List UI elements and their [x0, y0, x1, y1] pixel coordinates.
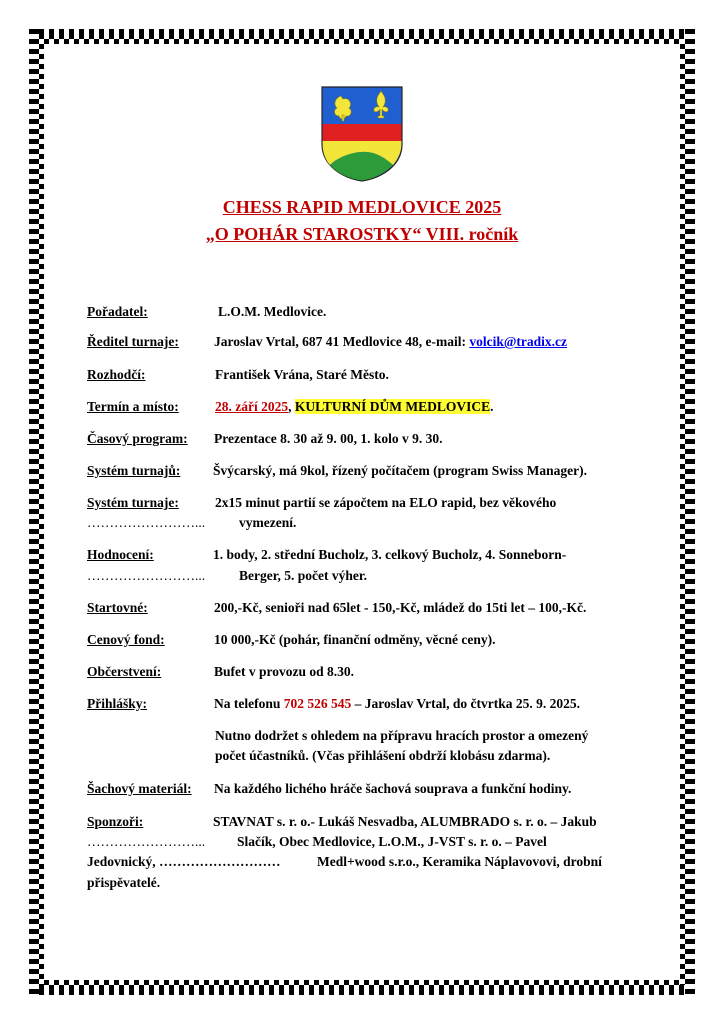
sachovy-value: Na každého lichého hráče šachová souprava a funkční hodiny. — [214, 781, 572, 796]
border-right-inner — [680, 39, 685, 985]
termin-place: KULTURNÍ DŮM MEDLOVICE — [294, 399, 491, 414]
termin-value — [215, 396, 494, 417]
phone-number: 702 526 545 — [283, 696, 352, 711]
border-right — [685, 29, 695, 995]
sponzori-line2: Slačík, Obec Medlovice, L.O.M., J-VST s. r. o. – Pavel — [237, 834, 547, 849]
system2-value: 2x15 minut partií se zápočtem na ELO rapid, bez věkového — [215, 495, 557, 510]
email-link[interactable]: volcik@tradix.cz — [469, 334, 567, 349]
border-top — [29, 29, 695, 39]
prihlasky-prefix: Na telefonu — [214, 696, 284, 711]
page-subtitle: „O POHÁR STAROSTKY“ VIII. ročník — [205, 224, 519, 244]
cenovy-value: 10 000,-Kč (pohár, finanční odměny, věcné ceny). — [214, 632, 496, 647]
border-top-inner — [39, 39, 685, 44]
system1-label: Systém turnajů: — [87, 463, 181, 478]
sponzori-dots: ……………………... — [87, 834, 206, 849]
sponzori-line1: STAVNAT s. r. o.- Lukáš Nesvadba, ALUMBRADO s. r. o. – Jakub — [213, 814, 597, 829]
hodnoceni-label: Hodnocení: — [87, 547, 154, 562]
casovy-value: Prezentace 8. 30 až 9. 00, 1. kolo v 9. 30. — [214, 431, 443, 446]
prihlasky-suffix: – Jaroslav Vrtal, do čtvrtka 25. 9. 2025. — [351, 696, 580, 711]
system2-dots: ……………………... — [87, 515, 206, 530]
cenovy-label: Cenový fond: — [87, 632, 165, 647]
page-title: CHESS RAPID MEDLOVICE 2025 — [222, 197, 502, 217]
sponzori-label: Sponzoři: — [87, 814, 144, 829]
coat-of-arms-icon — [321, 86, 403, 182]
prihlasky-label: Přihlášky: — [87, 696, 148, 711]
system2-value2: vymezení. — [239, 515, 297, 530]
reditel-text: Jaroslav Vrtal, 687 41 Medlovice 48, e-mail: — [214, 334, 470, 349]
hodnoceni-value: 1. body, 2. střední Bucholz, 3. celkový Bucholz, 4. Sonneborn- — [213, 547, 567, 562]
border-left — [29, 29, 39, 995]
casovy-label: Časový program: — [87, 431, 188, 446]
poradatel-value: L.O.M. Medlovice. — [218, 304, 327, 319]
sponzori-line4: přispěvatelé. — [87, 875, 161, 890]
prihlasky-note1: Nutno dodržet s ohledem na přípravu hracích prostor a omezený — [215, 728, 589, 743]
system1-value: Švýcarský, má 9kol, řízený počítačem (program Swiss Manager). — [213, 463, 587, 478]
termin-date: 28. září 2025 — [215, 399, 289, 414]
termin-end: . — [490, 399, 494, 414]
obcerstveni-value: Bufet v provozu od 8.30. — [214, 664, 355, 679]
border-bottom-inner — [39, 980, 685, 985]
sachovy-label: Šachový materiál: — [87, 781, 192, 796]
rozhodci-label: Rozhodčí: — [87, 367, 146, 382]
reditel-value — [214, 331, 567, 352]
prihlasky-note2: počet účastníků. (Včas přihlášení obdrží klobásu zdarma). — [215, 748, 551, 763]
reditel-label: Ředitel turnaje: — [87, 334, 179, 349]
sponzori-line3a: Jedovnický, ……………………… — [87, 854, 281, 869]
border-left-inner — [39, 39, 44, 985]
hodnoceni-dots: ……………………... — [87, 568, 206, 583]
system2-label: Systém turnaje: — [87, 495, 179, 510]
poradatel-label: Pořadatel: — [87, 304, 148, 319]
border-bottom — [29, 985, 695, 995]
hodnoceni-value2: Berger, 5. počet výher. — [239, 568, 367, 583]
termin-label: Termín a místo: — [87, 399, 179, 414]
obcerstveni-label: Občerstvení: — [87, 664, 162, 679]
termin-sep: , — [288, 399, 295, 414]
rozhodci-value: František Vrána, Staré Město. — [215, 367, 389, 382]
startovne-label: Startovné: — [87, 600, 148, 615]
startovne-value: 200,-Kč, senioři nad 65let - 150,-Kč, mládež do 15ti let – 100,-Kč. — [214, 600, 587, 615]
prihlasky-value — [214, 693, 580, 714]
sponzori-line3b: Medl+wood s.r.o., Keramika Náplavovovi, drobní — [317, 854, 602, 869]
